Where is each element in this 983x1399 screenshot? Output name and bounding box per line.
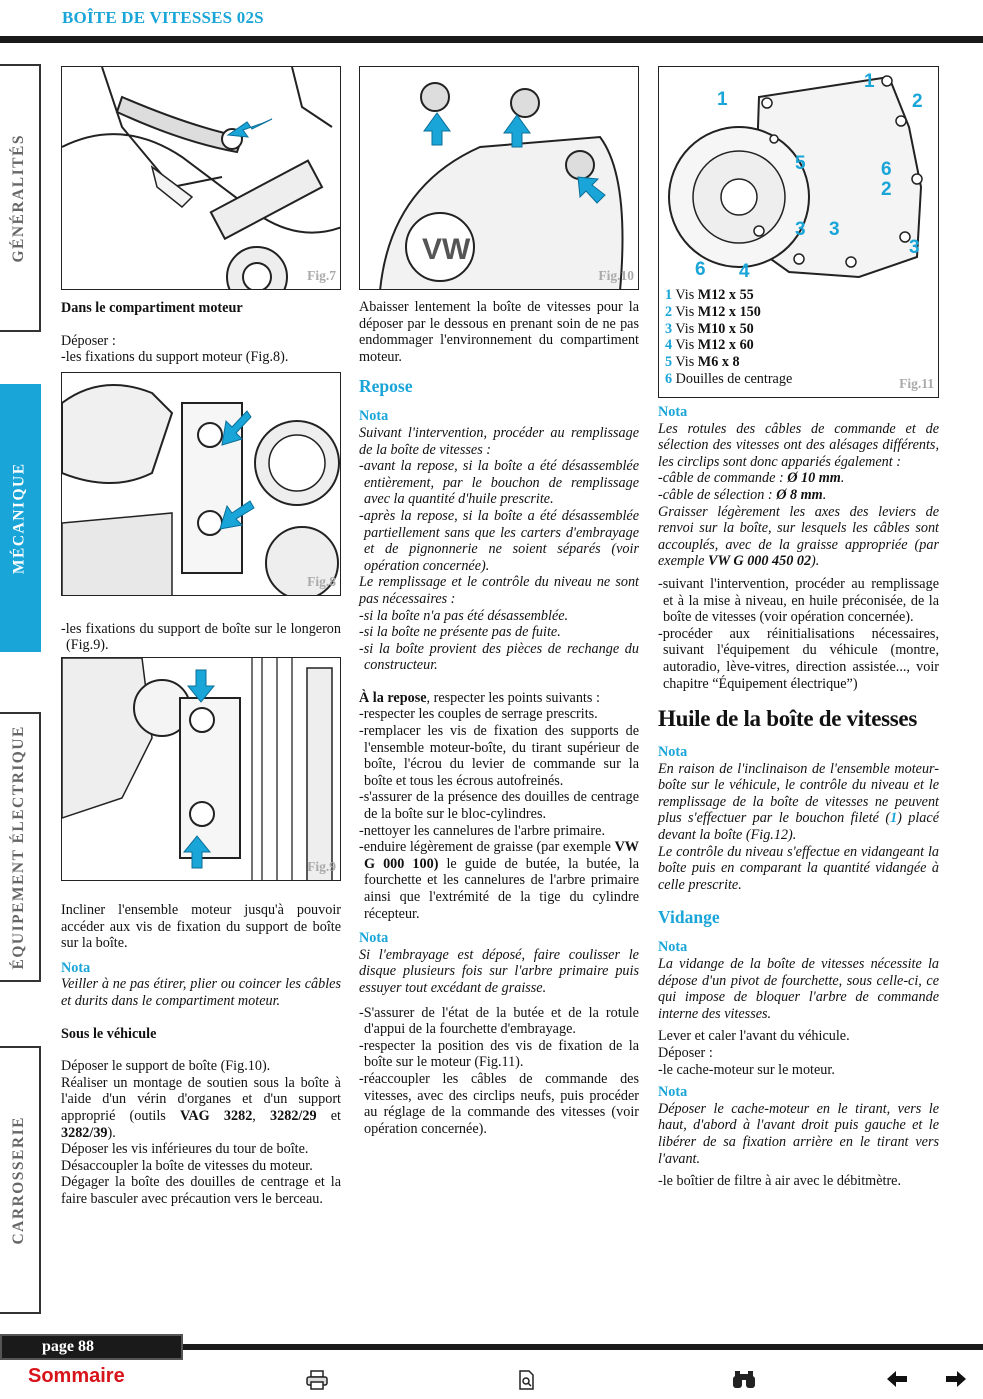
legend-item-5: 5 Vis M6 x 8 xyxy=(665,354,740,371)
gearbox-bolts-illustration xyxy=(360,67,639,290)
svg-text:1: 1 xyxy=(717,89,728,110)
svg-text:2: 2 xyxy=(881,179,892,200)
text-douilles-centrage: -s'assurer de la présence des douilles de centrage de la boîte sur le bloc-cylindres. xyxy=(359,789,639,823)
figure-8-label: Fig.8 xyxy=(307,574,336,590)
svg-text:3: 3 xyxy=(829,219,840,240)
text-deposer-support: Déposer le support de boîte (Fig.10). xyxy=(61,1058,271,1075)
text-position-vis: -respecter la position des vis de fixation de la boîte sur le moteur (Fig.11). xyxy=(359,1037,639,1071)
tab-carrosserie[interactable]: CARROSSERIE xyxy=(0,1046,41,1314)
figure-11-legend xyxy=(665,287,792,388)
page-title: BOÎTE DE VITESSES 02S xyxy=(62,8,264,27)
text-vis-inferieures: Déposer les vis inférieures du tour de boîte. xyxy=(61,1141,309,1158)
nota-inclinaison: En raison de l'inclinaison de l'ensemble moteur-boîte sur le véhicule, le contrôle du niveau et le remplissage de la boîte de vitesses ne peuvent plus s'effectuer par le bouchon fileté (1) placé devant la boîte (Fig.12). xyxy=(658,760,939,844)
nota-non-necessaire: Le remplissage et le contrôle du niveau ne sont pas nécessaires : xyxy=(359,574,639,607)
nota-label-6: Nota xyxy=(658,939,688,956)
tab-generalites[interactable]: GÉNÉRALITÉS xyxy=(0,64,41,332)
nota-apres-repose: -après la repose, si la boîte a été désassemblée partiellement sans que les carters d'embrayage et de pignonnerie ne soient séparés (voir opération concernée). xyxy=(359,507,639,574)
text-montage-soutien: Réaliser un montage de soutien sous la boîte à l'aide d'un vérin d'organes et d'un support approprié (outils VAG 3282, 3282/29 et 3282/39). xyxy=(61,1074,341,1141)
nota-pieces-rechange: -si la boîte provient des pièces de rechange du constructeur. xyxy=(359,640,639,674)
sommaire-link[interactable]: Sommaire xyxy=(28,1365,125,1387)
text-reaccoupler-cables: -réaccoupler les câbles de commande des vitesses, avec des circlips neufs, puis procéder au réglage de la commande des vitesses (voir opération concernée). xyxy=(359,1070,639,1137)
figure-10-label: Fig.10 xyxy=(598,268,634,284)
heading-sous-vehicule: Sous le véhicule xyxy=(61,1025,157,1042)
text-deposer: Déposer : xyxy=(61,332,116,349)
text-deposer-2: Déposer : xyxy=(658,1045,713,1061)
text-boitier-filtre: -le boîtier de filtre à air avec le débitmètre. xyxy=(658,1173,902,1190)
nota-remplissage: Suivant l'intervention, procéder au remplissage de la boîte de vitesses : xyxy=(359,424,639,458)
column-3 xyxy=(658,66,939,1190)
legend-item-2: 2 Vis M12 x 150 xyxy=(665,303,761,320)
svg-text:3: 3 xyxy=(909,237,920,258)
print-icon[interactable] xyxy=(306,1370,328,1395)
arrow-right-icon[interactable] xyxy=(945,1370,967,1393)
text-support-moteur: -les fixations du support moteur (Fig.8). xyxy=(61,349,289,366)
nota-cable-commande: -câble de commande : Ø 10 mm. xyxy=(658,470,845,487)
svg-text:4: 4 xyxy=(739,261,750,282)
text-etat-butee: -S'assurer de l'état de la butée et de la rotule d'appui de la fourchette d'embrayage. xyxy=(359,1004,639,1038)
text-support-boite-longeron: -les fixations du support de boîte sur le longeron (Fig.9). xyxy=(61,620,341,654)
nota-label-2: Nota xyxy=(359,408,389,425)
svg-text:2: 2 xyxy=(912,91,923,112)
text-nettoyer-cannelures: -nettoyer les cannelures de l'arbre primaire. xyxy=(359,822,605,839)
svg-text:VW: VW xyxy=(422,233,471,266)
figure-10 xyxy=(359,66,639,290)
text-couples-serrage: -respecter les couples de serrage prescrits. xyxy=(359,706,598,723)
nota-non-desassemblee: -si la boîte n'a pas été désassemblée. xyxy=(359,607,569,624)
nota-label-3: Nota xyxy=(359,930,389,947)
page-number: page 88 xyxy=(42,1338,94,1355)
engine-mount-illustration xyxy=(62,67,341,290)
figure-9 xyxy=(61,657,341,881)
heading-repose: Repose xyxy=(359,376,413,397)
svg-text:3: 3 xyxy=(795,219,806,240)
nota-cable-selection: -câble de sélection : Ø 8 mm. xyxy=(658,486,827,503)
nota-text-1: Veiller à ne pas étirer, plier ou coincer les câbles et durits dans le compartiment moteur. xyxy=(61,976,341,1009)
nota-avant-repose: -avant la repose, si la boîte a été désassemblée entièrement, par le bouchon de remplissage avec la quantité d'huile prescrite. xyxy=(359,458,639,508)
text-lever-caler: Lever et caler l'avant du véhicule. xyxy=(658,1028,850,1045)
text-incliner: Incliner l'ensemble moteur jusqu'à pouvoir accéder aux vis de fixation du support de boîte sur la boîte. xyxy=(61,901,341,952)
text-suivant-intervention: -suivant l'intervention, procéder au remplissage et à la mise à niveau, en huile préconisée, de la boîte de vitesses (voir opération concernée). xyxy=(658,575,939,626)
figure-9-label: Fig.9 xyxy=(307,859,336,875)
nota-label-5: Nota xyxy=(658,744,688,761)
legend-item-1: 1 Vis M12 x 55 xyxy=(665,287,754,303)
nota-graisser-axes: Graisser légèrement les axes des leviers de renvoi sur la boîte, sur lesquels les câbles sont accouplés, avec de la graisse appropriée (par exemple VW G 000 450 02). xyxy=(658,503,939,570)
text-cache-moteur: -le cache-moteur sur le moteur. xyxy=(658,1061,835,1078)
nota-controle-niveau: Le contrôle du niveau s'effectue en vidangeant la boîte puis en comparant la quantité vidangée à celle prescrite. xyxy=(658,843,939,893)
svg-text:1: 1 xyxy=(864,71,875,92)
nota-pas-de-fuite: -si la boîte ne présente pas de fuite. xyxy=(359,624,561,641)
gearbox-support-illustration xyxy=(62,658,341,881)
figure-7 xyxy=(61,66,341,290)
figure-11 xyxy=(658,66,939,398)
text-reinitialisations: -procéder aux réinitialisations nécessaires, suivant l'équipement du véhicule (montre, autoradio, lève-vitres, direction assistée..., voir chapitre “Équipement électrique”) xyxy=(658,625,939,692)
heading-compartiment-moteur: Dans le compartiment moteur xyxy=(61,300,243,316)
nota-cache-moteur: Déposer le cache-moteur en le tirant, vers le haut, d'abord à l'avant droit puis gauche et le libérer de sa fixation arrière en le tirant vers l'avant. xyxy=(658,1100,939,1167)
tab-equipement-electrique[interactable]: ÉQUIPEMENT ÉLECTRIQUE xyxy=(0,712,41,982)
column-1 xyxy=(61,66,341,1207)
tab-mecanique[interactable]: MÉCANIQUE xyxy=(0,384,41,652)
legend-item-4: 4 Vis M12 x 60 xyxy=(665,337,754,354)
figure-7-label: Fig.7 xyxy=(307,268,336,284)
text-abaisser: Abaisser lentement la boîte de vitesses pour la déposer par le dessous en prenant soin de ne pas endommager l'environnement du compartiment moteur. xyxy=(359,299,639,365)
bellhousing-diagram xyxy=(659,67,939,282)
heading-vidange: Vidange xyxy=(658,907,720,928)
document-search-icon[interactable] xyxy=(518,1370,536,1395)
engine-support-illustration xyxy=(62,373,341,596)
arrow-left-icon[interactable] xyxy=(886,1370,908,1393)
svg-text:6: 6 xyxy=(881,159,892,180)
figure-8 xyxy=(61,372,341,596)
nota-embrayage: Si l'embrayage est déposé, faire coulisser le disque plusieurs fois sur l'arbre primaire puis essuyer tout excédant de graisse. xyxy=(359,946,639,996)
header-bar xyxy=(0,36,983,43)
page-number-box xyxy=(0,1334,183,1360)
legend-item-3: 3 Vis M10 x 50 xyxy=(665,320,754,337)
nota-label-4: Nota xyxy=(658,404,688,420)
column-2 xyxy=(359,66,639,1137)
nota-rotules: Les rotules des câbles de commande et de sélection des vitesses ont des alésages différents, les circlips sont donc appariés également : xyxy=(658,420,939,470)
nota-vidange: La vidange de la boîte de vitesses nécessite la dépose d'un pivot de fourchette, sous celle-ci, ce qui impose de bloquer l'arbre de commande interne des vitesses. xyxy=(658,956,939,1022)
svg-text:5: 5 xyxy=(795,153,806,174)
svg-text:6: 6 xyxy=(695,259,706,280)
text-enduire-graisse: -enduire légèrement de graisse (par exemple VW G 000 100) le guide de butée, la butée, la fourchette et les cannelures de l'arbre primaire ainsi que l'extrémité de la tige du cylindre récepteur. xyxy=(359,839,639,922)
legend-item-6: 6 Douilles de centrage xyxy=(665,370,793,387)
text-remplacer-vis: -remplacer les vis de fixation des supports de l'ensemble moteur-boîte, du tirant supérieur de boîte, l'écrou du levier de commande sur la boîte et tous les écrous autofreinés. xyxy=(359,723,639,789)
figure-11-label: Fig.11 xyxy=(899,376,934,392)
nota-label-7: Nota xyxy=(658,1084,688,1101)
text-degager: Dégager la boîte des douilles de centrage et la faire basculer avec précaution vers le berceau. xyxy=(61,1174,341,1207)
nota-label-1: Nota xyxy=(61,959,91,976)
text-a-la-repose: À la repose, respecter les points suivants : xyxy=(359,689,600,706)
binoculars-icon[interactable] xyxy=(731,1370,757,1395)
heading-huile-boite: Huile de la boîte de vitesses xyxy=(658,706,917,732)
text-desaccoupler: Désaccoupler la boîte de vitesses du moteur. xyxy=(61,1157,313,1174)
